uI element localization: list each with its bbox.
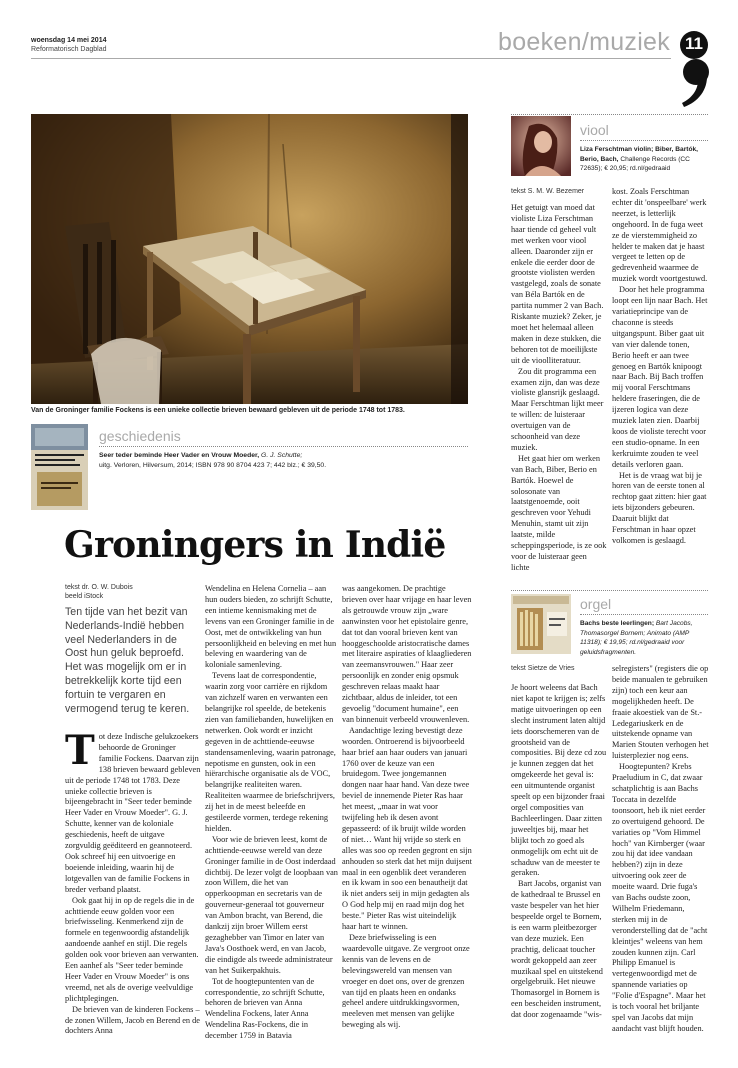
orgel-album-title: Bachs beste leerlingen; [580, 620, 655, 627]
viool-col2-p2: Door het hele programma loopt een lijn naar Bach. Het variatieprincipe van de chaconne is steeds uitgangspunt. Biber gaat uit van vier dalende tonen, Berio heeft er aan twee genoeg en Bartók knipoogt naar Bach. Bij Bach troffen mij vooral Ferschtmans heldere fraseringen, die de ijzeren logica van deze muziek laten zien. Daarbij koos de violiste terecht voor een studio-opname. In een kerkruimte zouden te veel details verloren gaan. [612, 285, 708, 469]
orgel-col-2 [612, 664, 709, 1035]
article-col-2 [205, 584, 338, 1042]
byline-photo: beeld iStock [65, 593, 104, 600]
article-col3-p3: Deze briefwisseling is een waardevolle uitgave. Ze vergroot onze kennis van de levens en de belevingswereld van mensen van vroeger en doet ons, over de grenzen van tijd en plaats heen en ondanks geheel andere uitdrukkingsvormen, meeleven met mensen van gelijke beweging als wij. [342, 933, 470, 1030]
orgel-top-rule [511, 590, 708, 591]
article-col1-p2: Ook gaat hij in op de regels die in de achttiende eeuw golden voor een briefwisseling. Kenmerkend zijn de formele en tegenwoordig afstandelijk aandoende aanhef en stijl. Die regels golden ook voor brieven aan verwanten. Een aanhef als "Seer teder beminde Heer Vader en Vrouw Moeder" is ons vreemd, net als de overige veelvuldige plichtplegingen. [65, 895, 199, 1003]
article-col2-p4: Tot de hoogtepuntenten van de correspondentie, zo schrijft Schutte, behoren de brieven van Anna Wendelina Fockens, later Anna Wendelina Ras-Fockens, die in december 1759 in Batavia [205, 976, 325, 1041]
viool-col-2 [612, 187, 709, 547]
article-intro: Ten tijde van het bezit van Nederlands-Indië hebben veel Nederlanders in de Oost hun geluk beproefd. Het was mogelijk om er in betrekkelijk korte tijd een fortuin te vergaren en vermogend terug te keren. [65, 606, 190, 715]
viool-album-info [580, 145, 708, 174]
viool-col1-p2: Zou dit programma een examen zijn, dan was deze violiste glansrijk geslaagd. Maar Ferschtman lijkt meer te willen: de luisteraar overtuigen van de schoonheid van deze muziek. [511, 366, 604, 452]
article-col3-p1: was aangekomen. De prachtige brieven over haar vrijage en haar leven als getrouwde vrouw zijn „ware aanwinsten voor het epistolaire genre, dat tot dan vooral brieven kent van hooggeschoolde aristocratische dames met literaire aspiraties of klaagliederen van zeemansvrouwen." Haar zeer persoonlijk en zonder enig opsmuk geschreven relaas maakt haar zichtbaar, aldus de inleider, tot een gevoelig "document humaine", een van binnenuit verbeeld vrouwenleven. [342, 584, 472, 724]
book-cover-thumbnail [31, 424, 88, 510]
main-photo [31, 114, 468, 404]
article-col2-p3: Voor wie de brieven leest, komt de achttiende-eeuwse wereld van deze Groninger familie in de Oost inderdaad dichtbij. De lezer volgt de loopbaan van zoon Willem, die het van opperkoopman en secretaris van de gouverneur-generaal tot gouverneur van Ambon bracht, van Berend, die dankzij zijn broer Willem eerst gezaghebber van Timor en later van Java's Oosthoek werd, en van Jacob, die eindigde als tweede administrateur van het Suikerpakhuis. [205, 834, 338, 975]
article-col-1 [65, 727, 201, 1037]
orgel-col2-p1: selregisters" (registers die op beide manualen te gebruiken zijn) toch een keur aan mogelijkheden heeft. De fraaie akoestiek van de St.-Ledegariuskerk en de uitstekende opname van Marien Stouten verhogen het luisterplezier nog eens. [612, 664, 709, 761]
orgel-rule [580, 614, 708, 615]
geschiedenis-label: geschiedenis [99, 428, 181, 444]
orgel-byline: tekst Sietze de Vries [511, 665, 575, 672]
byline-text: tekst dr. O. W. Dubois [65, 584, 133, 591]
viool-col1-p1: Het getuigt van moed dat violiste Liza Ferschtman haar tiende cd geheel vult met werken voor viool alleen. Daaronder zijn er enkele die eerder door de grootste violisten werden vastgelegd, zoals de sonate van Béla Bartók en de partita nummer 2 van Bach. Riskante muziek? Zeker, je moet het helemaal alleen maken in deze stukken, die behoren tot de moeilijkste uit de vioolliteratuur. [511, 203, 604, 365]
book-author: G. J. Schutte; [259, 452, 303, 459]
viool-rule [580, 140, 708, 141]
orgel-album-cover [511, 594, 571, 654]
orgel-col1-p2: Bart Jacobs, organist van de kathedraal te Brussel en vaste bespeler van het hier bespeelde orgel te Bornem, is een warm pleitbezorger van deze muziek. Een prachtig, delicaat toucher wordt gekoppeld aan zeer muzikaal spel en uitstekend orgelgebruik. Het nieuwe Thomasorgel in Bornem is een bescheiden instrument, dat door zogenaamde "wis- [511, 879, 603, 1020]
header-rule [31, 58, 671, 59]
article-col2-p1: Wendelina en Helena Cornelia – aan hun ouders bieden, zo schrijft Schutte, een intieme kennismaking met de levens van een Groninger familie in de Oost, met de ontwikkeling van hun persoonlijkheid en beleving en met hun beleving en waardering van de koloniale samenleving. [205, 584, 337, 670]
viool-album-cover [511, 116, 571, 176]
orgel-label: orgel [580, 596, 612, 612]
viool-album-title: Liza Ferschtman violin; Biber, Bartók, Berio, Bach, [580, 146, 698, 163]
article-col1-p3: De brieven van de kinderen Fockens –de zonen Willem, Jacob en Berend en de dochters Anna [65, 1004, 200, 1036]
geschiedenis-book-info [99, 451, 468, 470]
viool-label: viool [580, 122, 609, 138]
article-col2-p2: Tevens laat de correspondentie, waarin zorg voor carrière en rijkdom van zichzelf waren en verwanten een belangrijke rol speelde, de betekenis zien van familiebanden, huwelijken en netwerken. Ook wordt er inzicht gegeven in de achttiende-eeuwse standensamenleving, waarin patronage, nepotisme en gunsten, ook in een hiërarchische organisatie als de VOC, belangrijke realiteiten waren. Realiteiten waarmee de briefschrijvers, zij het in de meest beleefde en gestileerde vormen, terdege rekening hielden. [205, 671, 336, 833]
viool-album-details: Challenge Records (CC 72635); € 20,95; rd.nl/gedraaid [580, 155, 690, 173]
article-col-3 [342, 584, 472, 1031]
header-date: woensdag 14 mei 2014 [31, 37, 107, 44]
article-headline: Groningers in Indië [64, 524, 446, 566]
section-title: boeken/muziek [498, 28, 671, 56]
header-paper: Reformatorisch Dagblad [31, 46, 107, 53]
orgel-album-details: Bart Jacobs, Thomasorgel Bornem; Animato (AMP 11318); € 19,95; rd.nl/gedraaid voor geluidsfragmenten. [580, 620, 693, 656]
orgel-col2-p2: Hoogtepunten? Krebs Praeludium in C, dat zwaar schatplichtig is aan Bachs Toccata in dezelfde toonsoort, heb ik niet eerder zo overtuigend gehoord. De variaties op "Vom Himmel hoch" van Kirnberger (waar zou hij dat idee vandaan hebben?) zijn in deze uitvoering ook zeer de moeite waard. Drie fuga's van Bachs oudste zoon, Wilhelm Friedemann, sterken mij in de veronderstelling dat de "acht kleintjes" weleens van hem zouden kunnen zijn. Carl Philipp Emanuel is vertegenwoordigd met de spannende variaties op "Folie d'Espagne". Maar het is toch vooral het briljante spel van Jacobs dat mijn aandacht vast blijft houden. [612, 762, 708, 1033]
viool-col1-p3: Het gaat hier om werken van Bach, Biber, Berio en Bartók. Hoewel de solosonate van laatstgenoemde, ooit geschreven voor Yehudi Menuhin, stamt uit zijn laatste, milde scheppingsperiode, is ze ook voor de luisteraar geen lichte [511, 453, 607, 572]
viool-col-1 [511, 203, 607, 574]
book-details: uitg. Verloren, Hilversum, 2014; ISBN 978 90 8704 423 7; 442 blz.; € 39,50. [99, 461, 327, 469]
viool-byline: tekst S. M. W. Bezemer [511, 188, 585, 195]
article-byline [65, 583, 133, 601]
page-number: 11 [685, 34, 703, 53]
orgel-album-info [580, 619, 708, 657]
orgel-col1-p1: Je hoort weleens dat Bach niet kapot te krijgen is; zelfs matige uitvoeringen op een slecht instrument laten altijd iets doorschemeren van de grootsheid van de composities. Bij deze cd zou je kunnen zeggen dat het omgekeerde het geval is: een uitmuntende organist speelt op een bijzonder fraai orgel composities van Bachleerlingen. Daar zitten juweeltjes bij, maar het blijkt toch zo goed als onmogelijk om echt uit de schaduw van de meester te geraken. [511, 683, 607, 878]
geschiedenis-rule [99, 446, 468, 447]
orgel-col-1 [511, 683, 607, 1021]
book-title: Seer teder beminde Heer Vader en Vrouw Moeder, [99, 452, 260, 459]
article-col3-p2: Aandachtige lezing bevestigt deze woorden. Ontroerend is bijvoorbeeld haar brief aan haar ouders van januari 1760 over de keuze van een bruidegom. Twee jongemannen dongen naar haar hand. Van deze twee beviel de innemende Pieter Ras haar het meest, „maar in wat voor twijfeling heb ik desen avont gepasseerd: of ik bruijt wilde worden of niet… Want hij vrijde so sterk en alles was soo op reeden gegront en sijn anhouden so sterk dat het mijn duijsent maal in een ogenblik deet veranderen en ik kwam in soo een benautheijt dat ik niet anders seij in mijn gedagten als O God help mij en raad mijn dog het beste." Pieter Ras wist uiteindelijk haar hart te winnen. [342, 725, 472, 932]
photo-caption: Van de Groninger familie Fockens is een unieke collectie brieven bewaard gebleven uit de periode 1748 tot 1783. [31, 407, 405, 414]
viool-col2-p1: kost. Zoals Ferschtman echter dit 'onspeelbare' werk neerzet, is letterlijk ongehoord. In de fuga weet ze de vierstemmigheid zo helder te maken dat je haast vergeet te letten op de gedrevenheid waarmee de muziek wordt voortgestuwd. [612, 187, 708, 284]
dropcap: T [65, 727, 95, 774]
article-col1-p1: ot deze Indische gelukzoekers behoorde de Groninger familie Fockens. Daarvan zijn 138 brieven bewaard gebleven uit de periode 1748 tot 1783. Deze unieke collectie brieven is bijeengebracht in "Seer teder beminde Heer Vader en Vrouw Moeder". G. J. Schutte, kenner van de koloniale geschiedenis, heeft de uitgave zorgvuldig geëditeerd en geannoteerd. Ook schreef hij een uitvoerige en boeiende inleiding, waarin hij de lotgevallen van de familie Fockens in breder verband plaatst. [65, 732, 201, 894]
viool-col2-p3: Het is de vraag wat bij je horen van de eerste tonen al rechtop gaat zitten: hier gaat iets bijzonders gebeuren. Daaruit blijkt dat Ferschtman in haar opzet volkomen is geslaagd. [612, 470, 707, 545]
viool-top-rule [511, 114, 708, 115]
comma-logo-icon [676, 56, 716, 110]
